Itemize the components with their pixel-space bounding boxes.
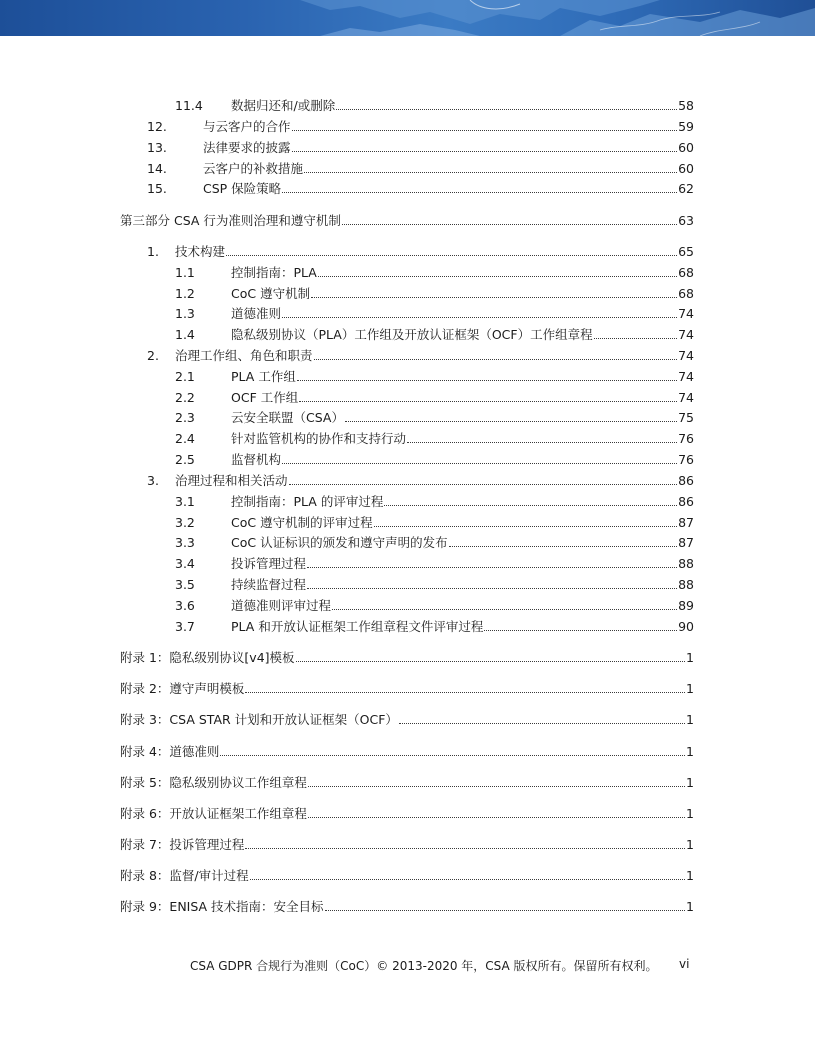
- toc-entry-page: 58: [678, 98, 694, 113]
- toc-entry-page: 62: [678, 181, 694, 196]
- toc-entry-page: 86: [678, 494, 694, 509]
- toc-dot-leader: [250, 868, 685, 880]
- toc-dot-leader: [220, 744, 685, 756]
- toc-entry[interactable]: [175, 369, 694, 385]
- toc-entry[interactable]: [147, 119, 694, 135]
- toc-entry-title: PLA 工作组: [231, 369, 296, 384]
- toc-entry-number: 3.6: [175, 598, 195, 613]
- toc-entry-page: 76: [678, 431, 694, 446]
- toc-entry-number: 3.4: [175, 556, 195, 571]
- toc-entry-number: 1.: [147, 244, 159, 259]
- toc-entry-page: 74: [678, 369, 694, 384]
- toc-appendix-entry[interactable]: [120, 650, 694, 666]
- toc-entry-page: 87: [678, 515, 694, 530]
- toc-entry-title: OCF 工作组: [231, 390, 299, 405]
- toc-entry-title: CoC 认证标识的颁发和遵守声明的发布: [231, 535, 448, 550]
- toc-entry-number: 3.1: [175, 494, 195, 509]
- toc-entry-page: 1: [686, 681, 694, 696]
- toc-entry[interactable]: [147, 161, 694, 177]
- toc-dot-leader: [399, 712, 685, 724]
- toc-entry-title: CoC 遵守机制: [231, 286, 311, 301]
- toc-dot-leader: [311, 286, 677, 298]
- toc-entry-number: 1.1: [175, 265, 195, 280]
- toc-entry-title: 附录 8：监督/审计过程: [120, 868, 249, 883]
- toc-entry[interactable]: [175, 619, 694, 635]
- toc-entry[interactable]: [147, 348, 694, 364]
- toc-entry-page: 1: [686, 837, 694, 852]
- toc-entry[interactable]: [175, 577, 694, 593]
- toc-entry-title: 监督机构: [231, 452, 282, 467]
- toc-entry-page: 74: [678, 390, 694, 405]
- toc-entry-number: 3.7: [175, 619, 195, 634]
- toc-dot-leader: [314, 348, 678, 360]
- toc-dot-leader: [332, 598, 677, 610]
- toc-dot-leader: [226, 244, 677, 256]
- toc-dot-leader: [292, 140, 678, 152]
- toc-entry-page: 75: [678, 410, 694, 425]
- toc-appendix-entry[interactable]: [120, 744, 694, 760]
- toc-entry-page: 88: [678, 577, 694, 592]
- toc-dot-leader: [308, 806, 685, 818]
- toc-part-entry[interactable]: [120, 213, 694, 229]
- toc-entry[interactable]: [175, 390, 694, 406]
- toc-entry[interactable]: [147, 244, 694, 260]
- toc-entry-page: 86: [678, 473, 694, 488]
- toc-appendix-entry[interactable]: [120, 681, 694, 697]
- toc-dot-leader: [342, 213, 677, 225]
- toc-entry-page: 60: [678, 140, 694, 155]
- toc-entry-title: 技术构建: [175, 244, 226, 259]
- toc-entry-title: 控制指南：PLA 的评审过程: [231, 494, 384, 509]
- toc-entry-title: 治理过程和相关活动: [175, 473, 288, 488]
- toc-entry[interactable]: [175, 265, 694, 281]
- toc-entry-number: 3.3: [175, 535, 195, 550]
- toc-dot-leader: [245, 837, 685, 849]
- toc-entry-number: 2.5: [175, 452, 195, 467]
- toc-entry[interactable]: [175, 535, 694, 551]
- toc-entry-page: 1: [686, 775, 694, 790]
- toc-entry-title: 道德准则: [231, 306, 282, 321]
- toc-entry-title: 云安全联盟（CSA）: [231, 410, 344, 425]
- toc-entry-title: 数据归还和/或删除: [231, 98, 336, 113]
- toc-entry-page: 87: [678, 535, 694, 550]
- toc-dot-leader: [299, 390, 677, 402]
- toc-entry-number: 13.: [147, 140, 167, 155]
- toc-entry-title: 法律要求的披露: [203, 140, 291, 155]
- toc-entry-page: 88: [678, 556, 694, 571]
- toc-dot-leader: [307, 556, 677, 568]
- toc-entry-number: 2.1: [175, 369, 195, 384]
- toc-entry[interactable]: [147, 473, 694, 489]
- toc-entry-page: 68: [678, 265, 694, 280]
- toc-entry-page: 1: [686, 868, 694, 883]
- toc-dot-leader: [384, 494, 677, 506]
- toc-entry-page: 76: [678, 452, 694, 467]
- toc-entry-number: 11.4: [175, 98, 203, 113]
- toc-entry-title: 道德准则评审过程: [231, 598, 332, 613]
- toc-entry-title: 隐私级别协议（PLA）工作组及开放认证框架（OCF）工作组章程: [231, 327, 593, 342]
- toc-entry-title: 附录 7：投诉管理过程: [120, 837, 245, 852]
- toc-entry-page: 90: [678, 619, 694, 634]
- toc-entry-title: 附录 6：开放认证框架工作组章程: [120, 806, 307, 821]
- toc-dot-leader: [245, 681, 685, 693]
- toc-entry-number: 1.2: [175, 286, 195, 301]
- toc-entry-title: 与云客户的合作: [203, 119, 291, 134]
- toc-entry-page: 60: [678, 161, 694, 176]
- toc-dot-leader: [282, 306, 677, 318]
- toc-appendix-entry[interactable]: [120, 837, 694, 853]
- toc-entry-title: 附录 4：道德准则: [120, 744, 220, 759]
- toc-entry-page: 1: [686, 712, 694, 727]
- toc-entry-title: 治理工作组、角色和职责: [175, 348, 313, 363]
- toc-dot-leader: [594, 327, 677, 339]
- toc-entry-page: 74: [678, 348, 694, 363]
- toc-entry-title: 云客户的补救措施: [203, 161, 304, 176]
- toc-appendix-entry[interactable]: [120, 868, 694, 884]
- toc-dot-leader: [304, 161, 677, 173]
- toc-entry-number: 2.2: [175, 390, 195, 405]
- toc-entry-title: 投诉管理过程: [231, 556, 307, 571]
- toc-entry[interactable]: [175, 494, 694, 510]
- toc-entry-number: 3.: [147, 473, 159, 488]
- toc-entry-number: 14.: [147, 161, 167, 176]
- toc-entry-title: PLA 和开放认证框架工作组章程文件评审过程: [231, 619, 484, 634]
- toc-dot-leader: [292, 119, 678, 131]
- toc-entry-title: 控制指南：PLA: [231, 265, 317, 280]
- toc-entry-page: 1: [686, 899, 694, 914]
- toc-entry-number: 2.3: [175, 410, 195, 425]
- toc-entry-title: 附录 2：遵守声明模板: [120, 681, 245, 696]
- toc-entry-number: 2.: [147, 348, 159, 363]
- toc-dot-leader: [282, 452, 677, 464]
- toc-dot-leader: [297, 369, 677, 381]
- toc-entry-number: 1.4: [175, 327, 195, 342]
- toc-entry-number: 15.: [147, 181, 167, 196]
- toc-entry-page: 1: [686, 650, 694, 665]
- toc-dot-leader: [336, 98, 677, 110]
- toc-entry-page: 65: [678, 244, 694, 259]
- toc-entry-number: 3.5: [175, 577, 195, 592]
- toc-entry[interactable]: [175, 306, 694, 322]
- footer-page-number: vi: [679, 957, 690, 971]
- toc-entry-title: 第三部分 CSA 行为准则治理和遵守机制: [120, 213, 341, 228]
- toc-appendix-entry[interactable]: [120, 899, 694, 915]
- toc-entry[interactable]: [175, 598, 694, 614]
- toc-entry[interactable]: [147, 181, 694, 197]
- toc-entry-page: 74: [678, 327, 694, 342]
- toc-entry[interactable]: [147, 140, 694, 156]
- toc-entry-title: 持续监督过程: [231, 577, 307, 592]
- toc-entry-title: 针对监管机构的协作和支持行动: [231, 431, 407, 446]
- toc-entry-page: 59: [678, 119, 694, 134]
- toc-entry[interactable]: [175, 556, 694, 572]
- toc-entry[interactable]: [175, 431, 694, 447]
- toc-entry-title: CoC 遵守机制的评审过程: [231, 515, 373, 530]
- toc-entry[interactable]: [175, 515, 694, 531]
- toc-entry[interactable]: [175, 98, 694, 114]
- toc-dot-leader: [449, 535, 678, 547]
- toc-entry-title: 附录 5：隐私级别协议工作组章程: [120, 775, 307, 790]
- toc-dot-leader: [296, 650, 686, 662]
- toc-appendix-entry[interactable]: [120, 712, 694, 728]
- toc-entry-number: 2.4: [175, 431, 195, 446]
- toc-dot-leader: [374, 515, 678, 527]
- toc-dot-leader: [484, 619, 677, 631]
- toc-dot-leader: [407, 431, 677, 443]
- toc-entry-page: 1: [686, 806, 694, 821]
- footer-copyright: CSA GDPR 合规行为准则（CoC）© 2013-2020 年，CSA 版权所有。保留所有权利。: [190, 959, 658, 973]
- toc-dot-leader: [318, 265, 677, 277]
- toc-entry-page: 1: [686, 744, 694, 759]
- toc-entry-number: 12.: [147, 119, 167, 134]
- toc-entry-page: 63: [678, 213, 694, 228]
- toc-dot-leader: [289, 473, 678, 485]
- toc-entry-page: 74: [678, 306, 694, 321]
- toc-entry-number: 3.2: [175, 515, 195, 530]
- toc-entry-page: 68: [678, 286, 694, 301]
- toc-dot-leader: [308, 775, 685, 787]
- toc-dot-leader: [345, 410, 677, 422]
- toc-entry[interactable]: [175, 327, 694, 343]
- toc-entry[interactable]: [175, 452, 694, 468]
- toc-entry-title: CSP 保险策略: [203, 181, 282, 196]
- toc-dot-leader: [307, 577, 677, 589]
- toc-entry-number: 1.3: [175, 306, 195, 321]
- toc-dot-leader: [282, 181, 677, 193]
- toc-entry-page: 89: [678, 598, 694, 613]
- toc-appendix-entry[interactable]: [120, 806, 694, 822]
- toc-entry-title: 附录 3：CSA STAR 计划和开放认证框架（OCF）: [120, 712, 398, 727]
- toc-entry-title: 附录 9：ENISA 技术指南：安全目标: [120, 899, 324, 914]
- toc-dot-leader: [325, 899, 685, 911]
- toc-entry[interactable]: [175, 410, 694, 426]
- toc-appendix-entry[interactable]: [120, 775, 694, 791]
- toc-entry-title: 附录 1：隐私级别协议[v4]模板: [120, 650, 295, 665]
- toc-entry[interactable]: [175, 286, 694, 302]
